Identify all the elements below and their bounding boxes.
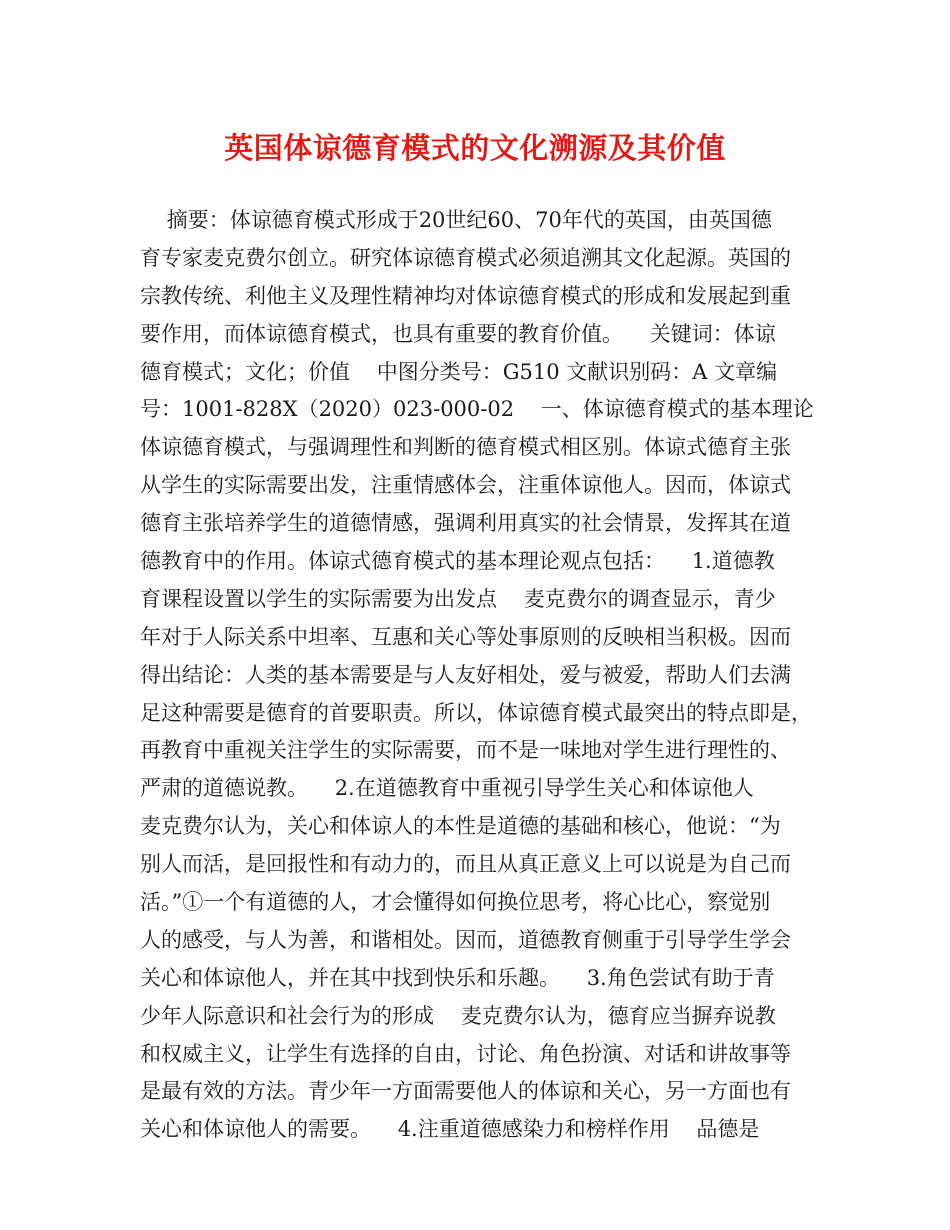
body-text-line: 得出结论：人类的基本需要是与人友好相处，爱与被爱，帮助人们去满	[140, 662, 791, 687]
document-body	[140, 202, 820, 1149]
body-text-line: 摘要：体谅德育模式形成于20世纪60、70年代的英国，由英国德	[140, 208, 772, 232]
body-text-line: 活。”①一个有道德的人，才会懂得如何换位思考，将心比心，察觉别	[140, 890, 771, 915]
body-text-line: 德育模式；文化；价值 中图分类号：G510 文献识别码：A 文章编	[140, 359, 778, 384]
body-text-line: 人的感受，与人为善，和谐相处。因而，道德教育侧重于引导学生学会	[140, 927, 791, 952]
body-text-line: 关心和体谅他人，并在其中找到快乐和乐趣。 3.角色尝试有助于青	[140, 965, 775, 990]
body-text-line: 关心和体谅他人的需要。 4.注重道德感染力和榜样作用 品德是	[140, 1117, 760, 1142]
body-text-line: 要作用，而体谅德育模式，也具有重要的教育价值。 关键词：体谅	[140, 321, 776, 346]
body-text-line: 宗教传统、利他主义及理性精神均对体谅德育模式的形成和发展起到重	[140, 283, 791, 308]
body-text-line: 年对于人际关系中坦率、互惠和关心等处事原则的反映相当积极。因而	[140, 624, 791, 649]
body-text-line: 和权威主义，让学生有选择的自由，讨论、角色扮演、对话和讲故事等	[140, 1041, 791, 1066]
body-text-line: 育课程设置以学生的实际需要为出发点 麦克费尔的调查显示，青少	[140, 586, 776, 611]
document-title: 英国体谅德育模式的文化溯源及其价值	[224, 131, 726, 165]
body-text-line: 再教育中重视关注学生的实际需要，而不是一味地对学生进行理性的、	[140, 738, 791, 763]
body-text-line: 德育主张培养学生的道德情感，强调利用真实的社会情景，发挥其在道	[140, 511, 791, 536]
body-text-line: 足这种需要是德育的首要职责。所以，体谅德育模式最突出的特点即是，	[140, 700, 812, 725]
body-text-line: 号：1001-828X（2020）023-000-02 一、体谅德育模式的基本理论	[140, 397, 814, 422]
body-text-line: 德教育中的作用。体谅式德育模式的基本理论观点包括： 1.道德教	[140, 549, 775, 574]
body-text-line: 从学生的实际需要出发，注重情感体会，注重体谅他人。因而，体谅式	[140, 473, 791, 498]
body-text-line: 麦克费尔认为，关心和体谅人的本性是道德的基础和核心，他说：“为	[140, 814, 781, 839]
body-text-line: 别人而活，是回报性和有动力的，而且从真正意义上可以说是为自己而	[140, 852, 791, 877]
body-text-line: 育专家麦克费尔创立。研究体谅德育模式必须追溯其文化起源。英国的	[140, 245, 791, 270]
body-text-line: 少年人际意识和社会行为的形成 麦克费尔认为，德育应当摒弃说教	[140, 1003, 776, 1028]
body-text-line: 是最有效的方法。青少年一方面需要他人的体谅和关心，另一方面也有	[140, 1079, 791, 1104]
body-text-line: 严肃的道德说教。 2.在道德教育中重视引导学生关心和体谅他人	[140, 776, 754, 801]
body-text-line: 体谅德育模式，与强调理性和判断的德育模式相区别。体谅式德育主张	[140, 435, 791, 460]
